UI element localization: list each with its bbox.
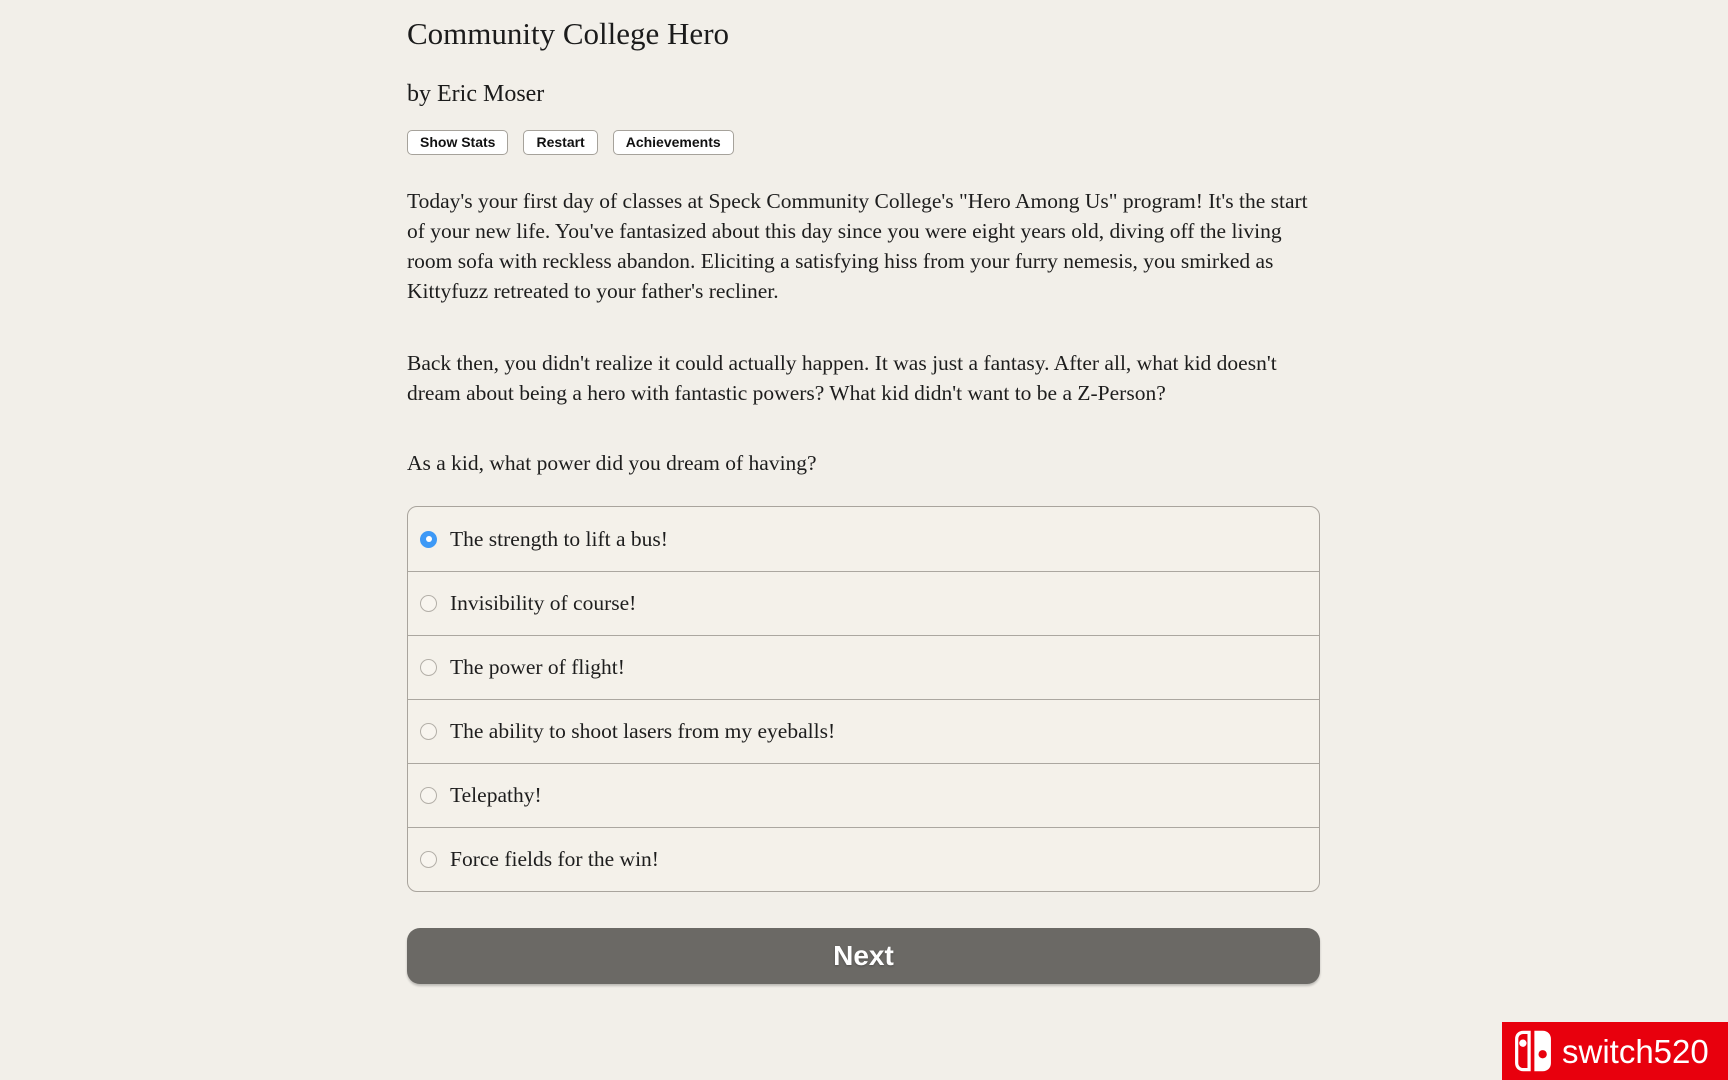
radio-unselected-icon[interactable]	[420, 659, 437, 676]
choice-option-invisibility[interactable]	[408, 571, 1319, 635]
choice-option-force-fields[interactable]	[408, 827, 1319, 891]
achievements-button[interactable]: Achievements	[613, 130, 734, 155]
nintendo-switch-icon	[1511, 1028, 1555, 1074]
choice-list	[407, 506, 1320, 892]
page-title: Community College Hero	[407, 16, 730, 51]
radio-unselected-icon[interactable]	[420, 787, 437, 804]
story-paragraph-1: Today's your first day of classes at Speck Community College's "Hero Among Us" program! It's the start of your new life. You've fantasized about this day since you were eight years old, diving off the living room sofa with reckless abandon. Eliciting a satisfying hiss from your furry nemesis, you smirked as Kittyfuzz retreated to your father's recliner.	[407, 189, 1308, 303]
watermark-badge	[1502, 1022, 1728, 1080]
choice-option-strength[interactable]	[408, 507, 1319, 571]
author-byline: by Eric Moser	[407, 81, 545, 107]
choice-label: Force fields for the win!	[450, 847, 659, 871]
radio-unselected-icon[interactable]	[420, 851, 437, 868]
radio-unselected-icon[interactable]	[420, 595, 437, 612]
restart-button[interactable]: Restart	[523, 130, 597, 155]
choice-label: The strength to lift a bus!	[450, 526, 668, 551]
choice-label: Telepathy!	[450, 783, 542, 807]
choice-option-telepathy[interactable]	[408, 763, 1319, 827]
radio-selected-icon[interactable]	[420, 531, 437, 548]
radio-unselected-icon[interactable]	[420, 723, 437, 740]
story-question: As a kid, what power did you dream of having?	[407, 451, 817, 475]
next-button[interactable]: Next	[407, 928, 1320, 984]
story-column	[407, 0, 1320, 984]
show-stats-button[interactable]: Show Stats	[407, 130, 508, 155]
choice-option-lasers[interactable]	[408, 699, 1319, 763]
choice-label: The ability to shoot lasers from my eyeballs!	[450, 719, 836, 743]
watermark-text: switch520	[1562, 1032, 1709, 1070]
toolbar	[407, 130, 1320, 155]
story-paragraph-2: Back then, you didn't realize it could actually happen. It was just a fantasy. After all, what kid doesn't dream about being a hero with fantastic powers? What kid didn't want to be a Z-Person?	[407, 351, 1277, 405]
choice-option-flight[interactable]	[408, 635, 1319, 699]
choice-label: The power of flight!	[450, 655, 625, 679]
choice-label: Invisibility of course!	[450, 591, 637, 615]
